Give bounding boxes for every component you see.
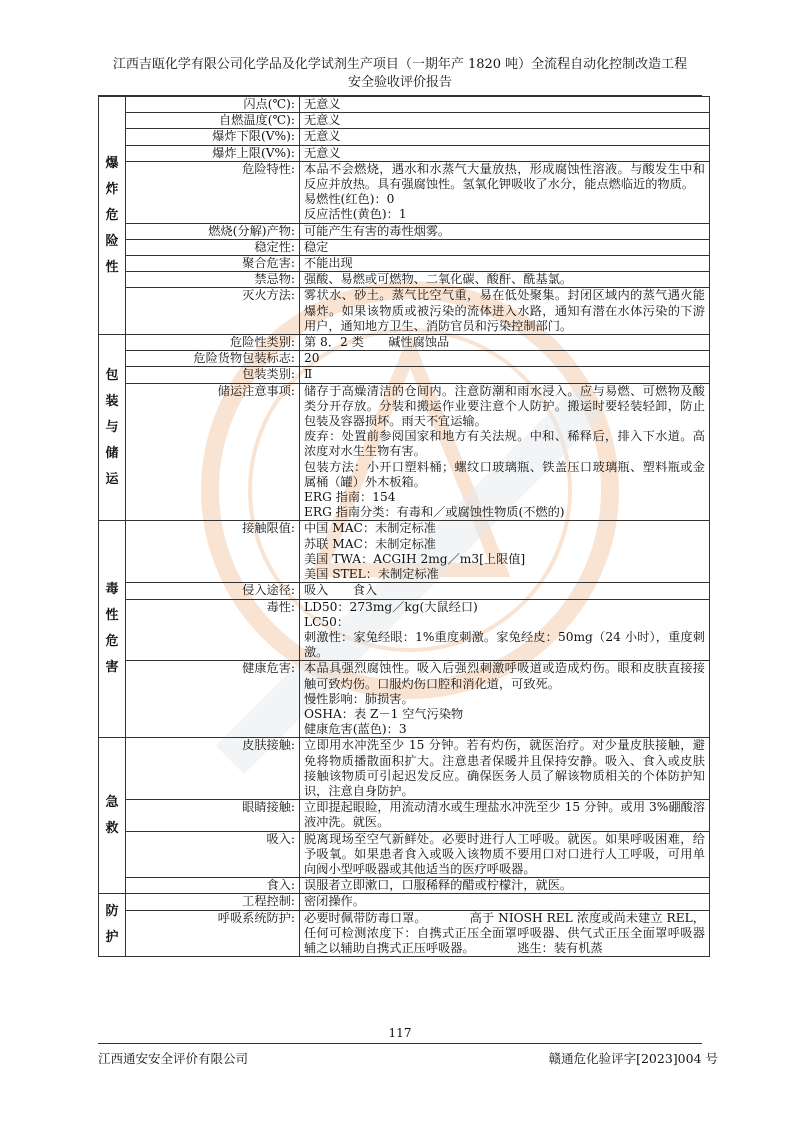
- table-row: [99, 894, 710, 910]
- header-title-line1: 江西吉瓯化学有限公司化学品及化学试剂生产项目（一期年产 1820 吨）全流程自动化控制改造工程: [112, 57, 688, 72]
- property-label: 灭火方法:: [126, 288, 300, 335]
- property-value: [300, 272, 710, 288]
- value-line: 第 8．2 类 碱性腐蚀品: [304, 335, 450, 350]
- property-value: [300, 129, 710, 145]
- footer-document-number: 赣通危化验评字[2023]004 号: [548, 1051, 718, 1066]
- property-label: 呼吸系统防护:: [126, 910, 300, 957]
- table-row: [99, 161, 710, 223]
- property-label: 食入:: [126, 878, 300, 894]
- msds-table: [98, 96, 710, 957]
- value-line: LD50：273mg／kg(大鼠经口): [304, 599, 478, 614]
- property-value: [300, 335, 710, 351]
- property-value: [300, 910, 710, 957]
- property-label: 包装类别:: [126, 367, 300, 383]
- property-label: 皮肤接触:: [126, 738, 300, 800]
- footer-rule: [98, 1043, 702, 1044]
- property-label: 危险性类别:: [126, 335, 300, 351]
- property-value: [300, 256, 710, 272]
- table-row: [99, 661, 710, 738]
- property-label: 爆炸上限(V%):: [126, 145, 300, 161]
- property-label: 储运注意事项:: [126, 383, 300, 521]
- section-title: 防 护: [99, 894, 126, 957]
- property-value: [300, 239, 710, 255]
- property-label: 工程控制:: [126, 894, 300, 910]
- value-line: LC50：: [304, 614, 350, 629]
- table-row: [99, 239, 710, 255]
- table-row: [99, 97, 710, 113]
- value-line: 健康危害(蓝色)：3: [304, 722, 407, 737]
- property-value: [300, 161, 710, 223]
- property-value: [300, 521, 710, 583]
- table-row: [99, 367, 710, 383]
- table-row: [99, 351, 710, 367]
- value-line: 不能出现: [304, 256, 353, 271]
- value-line: 美国 STEL：未制定标准: [304, 567, 439, 582]
- property-value: [300, 383, 710, 521]
- value-line: 可能产生有害的毒性烟雾。: [304, 223, 451, 238]
- header-title-line2: 安全验收评价报告: [347, 75, 452, 90]
- table-row: [99, 738, 710, 800]
- value-line: 脱离现场至空气新鲜处。必要时进行人工呼吸。就医。如果呼吸困难，给予吸氧。如果患者食入或吸入该物质不要用口对口进行人工呼吸，可用单向阀小型呼吸器或其他适当的医疗呼吸器。: [304, 831, 705, 876]
- value-line: 苏联 MAC：未制定标准: [304, 536, 436, 551]
- property-value: [300, 288, 710, 335]
- value-line: 废弃：处置前参阅国家和地方有关法规。中和、稀释后，排入下水道。高浓度对水生生物有害。: [304, 429, 705, 459]
- value-line: OSHA：表 Z－1 空气污染物: [304, 706, 464, 721]
- page-number: 117: [388, 1026, 412, 1040]
- value-line: 误服者立即漱口，口服稀释的醋或柠檬汁，就医。: [304, 878, 573, 893]
- value-line: 包装方法：小开口塑料桶；螺纹口玻璃瓶、铁盖压口玻璃瓶、塑料瓶或金属桶（罐）外木板箱。: [304, 459, 705, 489]
- value-line: 无意义: [304, 145, 341, 160]
- table-row: [99, 800, 710, 831]
- table-row: [99, 383, 710, 521]
- property-label: 稳定性:: [126, 239, 300, 255]
- property-value: [300, 583, 710, 599]
- property-label: 接触限值:: [126, 521, 300, 583]
- value-line: 20: [304, 351, 320, 366]
- table-row: [99, 583, 710, 599]
- page-header: [60, 56, 740, 92]
- value-line: 本品不会燃烧，遇水和水蒸气大量放热，形成腐蚀性溶液。与酸发生中和反应并放热。具有强腐蚀性。氢氧化钾吸收了水分，能点燃临近的物质。: [304, 161, 705, 192]
- value-line: 无意义: [304, 97, 341, 111]
- value-line: 强酸、易燃或可燃物、二氧化碳、酸酐、酰基氯。: [304, 272, 573, 287]
- value-line: 本品具强烈腐蚀性。吸入后强烈刺激呼吸道或造成灼伤。眼和皮肤直接接触可致灼伤。口服灼伤口腔和消化道，可致死。: [304, 661, 705, 691]
- value-line: 易燃性(红色)：0: [304, 192, 395, 207]
- table-row: [99, 599, 710, 661]
- property-value: [300, 894, 710, 910]
- value-line: Ⅱ: [304, 367, 313, 382]
- value-line: ERG 指南分类：有毒和／或腐蚀性物质(不燃的): [304, 505, 565, 520]
- value-line: 无意义: [304, 113, 341, 128]
- property-label: 燃烧(分解)产物:: [126, 223, 300, 239]
- property-value: [300, 367, 710, 383]
- property-value: [300, 599, 710, 661]
- property-value: [300, 878, 710, 894]
- value-line: 储存于高燥清洁的仓间内。注意防潮和雨水浸入。应与易燃、可燃物及酸类分开存放。分装和搬运作业要注意个人防护。搬运时要轻装轻卸，防止包装及容器损坏。雨天不宜运输。: [304, 383, 705, 429]
- value-line: ERG 指南：154: [304, 490, 396, 505]
- property-label: 爆炸下限(V%):: [126, 129, 300, 145]
- property-value: [300, 800, 710, 831]
- value-line: 反应活性(黄色)：1: [304, 207, 407, 222]
- value-line: 雾状水、砂土。蒸气比空气重，易在低处聚集。封闭区域内的蒸气遇火能爆炸。如果该物质或被污染的流体进入水路，通知有潜在水体污染的下游用户，通知地方卫生、消防官员和污染控制部门。: [304, 288, 705, 333]
- section-title: 包 装 与 储 运: [99, 335, 126, 521]
- footer-company: 江西通安安全评价有限公司: [98, 1051, 249, 1066]
- table-row: [99, 521, 710, 583]
- value-line: 美国 TWA：ACGIH 2mg／m3[上限值]: [304, 551, 526, 566]
- value-line: 刺激性：家兔经眼：1%重度刺激。家兔经皮：50mg（24 小时），重度刺激。: [304, 629, 705, 660]
- value-line: 慢性影响：肺损害。: [304, 691, 414, 706]
- table-row: [99, 272, 710, 288]
- property-value: [300, 113, 710, 129]
- table-row: [99, 223, 710, 239]
- table-row: [99, 129, 710, 145]
- value-line: 必要时佩带防毒口罩。 高于 NIOSH REL 浓度或尚未建立 REL，任何可检测浓度下：自携式正压全面罩呼吸器、供气式正压全面罩呼吸器辅之以辅助自携式正压呼吸器。 逃生：装有机蒸: [304, 910, 705, 955]
- value-line: 立即提起眼睑，用流动清水或生理盐水冲洗至少 15 分钟。或用 3%硼酸溶液冲洗。就医。: [304, 800, 705, 830]
- table-row: [99, 145, 710, 161]
- property-label: 聚合危害:: [126, 256, 300, 272]
- property-label: 闪点(℃):: [126, 97, 300, 113]
- property-label: 毒性:: [126, 599, 300, 661]
- table-row: [99, 256, 710, 272]
- property-label: 健康危害:: [126, 661, 300, 738]
- value-line: 无意义: [304, 129, 341, 144]
- table-row: [99, 910, 710, 957]
- table-row: [99, 335, 710, 351]
- property-label: 吸入:: [126, 831, 300, 878]
- property-label: 侵入途径:: [126, 583, 300, 599]
- section-title: 爆 炸 危 险 性: [99, 97, 126, 335]
- table-row: [99, 113, 710, 129]
- property-value: [300, 145, 710, 161]
- property-label: 禁忌物:: [126, 272, 300, 288]
- property-value: [300, 223, 710, 239]
- property-value: [300, 661, 710, 738]
- property-label: 眼睛接触:: [126, 800, 300, 831]
- value-line: 密闭操作。: [304, 894, 365, 909]
- value-line: 立即用水冲洗至少 15 分钟。若有灼伤，就医治疗。对少量皮肤接触，避免将物质播散面积扩大。注意患者保暖并且保持安静。吸入、食入或皮肤接触该物质可引起迟发反应。确保医务人员了解该物质相关的个体防护知识，注意自身防护。: [304, 738, 705, 798]
- property-label: 危险货物包装标志:: [126, 351, 300, 367]
- table-row: [99, 831, 710, 878]
- table-row: [99, 288, 710, 335]
- property-value: [300, 97, 710, 113]
- property-label: 自燃温度(℃):: [126, 113, 300, 129]
- property-label: 危险特性:: [126, 161, 300, 223]
- table-row: [99, 878, 710, 894]
- value-line: 中国 MAC：未制定标准: [304, 521, 436, 536]
- section-title: 毒 性 危 害: [99, 521, 126, 738]
- value-line: 稳定: [304, 239, 329, 254]
- property-value: [300, 351, 710, 367]
- value-line: 吸入 食入: [304, 583, 378, 598]
- property-value: [300, 831, 710, 878]
- property-value: [300, 738, 710, 800]
- section-title: 急 救: [99, 738, 126, 894]
